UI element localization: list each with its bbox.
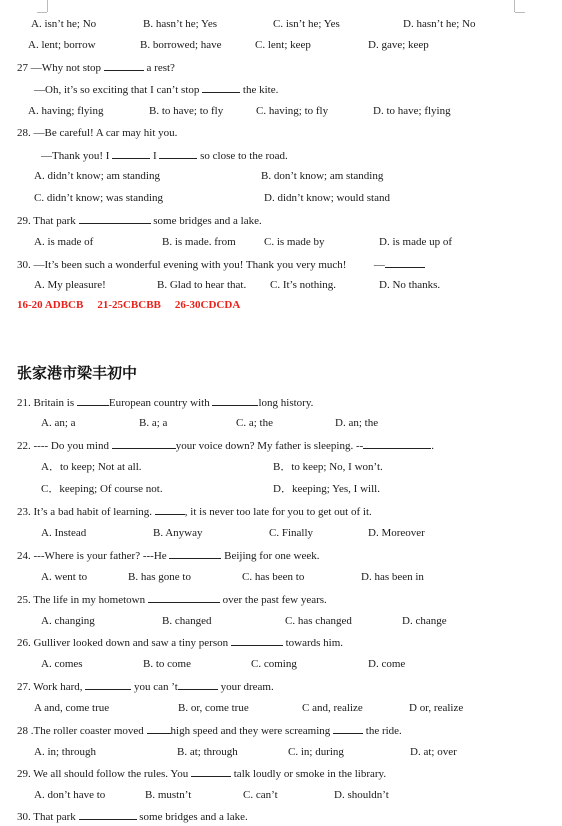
option-d: D. is made up of bbox=[379, 236, 453, 248]
question-text: 21. Britain is bbox=[17, 397, 75, 409]
question-text: I bbox=[152, 150, 157, 162]
option-c: C. Finally bbox=[269, 527, 314, 539]
question-28 bbox=[17, 723, 402, 738]
question-text: your dream. bbox=[220, 681, 274, 693]
option-b: B. changed bbox=[162, 615, 212, 627]
option-a: A. went to bbox=[41, 571, 88, 583]
answer-blank bbox=[77, 395, 109, 406]
option-d: D. an; the bbox=[335, 417, 379, 429]
question-text: 27. Work hard, bbox=[17, 681, 83, 693]
question-text: your voice down? My father is sleeping. bbox=[175, 440, 354, 452]
question-text: 27 —Why not stop bbox=[17, 62, 102, 74]
school-heading: 张家港市梁丰初中 bbox=[17, 364, 138, 382]
question-text: . bbox=[431, 440, 435, 452]
option-b: B. borrowed; have bbox=[140, 39, 222, 51]
answer-key-group: 16-20 ADBCB bbox=[17, 299, 84, 311]
question-text: some bridges and a lake. bbox=[153, 215, 262, 227]
question-text: 30. That park bbox=[17, 811, 76, 823]
option-b: B. at; through bbox=[177, 746, 238, 758]
answer-blank bbox=[147, 723, 171, 734]
answer-blank bbox=[79, 213, 151, 224]
answer-blank bbox=[363, 438, 431, 449]
option-c: C. lent; keep bbox=[255, 39, 311, 51]
option-d: D. to have; flying bbox=[373, 105, 451, 117]
option-b: B. Anyway bbox=[153, 527, 203, 539]
question-text: 30. —It’s been such a wonderful evening with you! Thank you very much! bbox=[17, 259, 347, 271]
option-c: C. can’t bbox=[243, 789, 278, 801]
question-text: — bbox=[373, 259, 385, 271]
option-c: C. It’s nothing. bbox=[270, 279, 337, 291]
answer-blank bbox=[112, 148, 150, 159]
option-c: C and, realize bbox=[302, 702, 363, 714]
option-b: B. mustn’t bbox=[145, 789, 192, 801]
question-30 bbox=[17, 257, 425, 272]
answer-key-group: 26-30CDCDA bbox=[174, 299, 241, 311]
option-c: C. in; during bbox=[288, 746, 344, 758]
option-a: A. in; through bbox=[34, 746, 97, 758]
page-corner-mark-left bbox=[47, 0, 48, 12]
option-b: B. or, come true bbox=[178, 702, 249, 714]
question-text: you can ’t bbox=[134, 681, 178, 693]
answer-key bbox=[17, 299, 254, 311]
answer-blank bbox=[191, 766, 231, 777]
answer-blank bbox=[178, 679, 218, 690]
option-d: D. shouldn’t bbox=[334, 789, 389, 801]
question-text: 29. That park bbox=[17, 215, 76, 227]
option-c: C. is made by bbox=[264, 236, 325, 248]
option-a: A. lent; borrow bbox=[28, 39, 96, 51]
answer-blank bbox=[159, 148, 197, 159]
question-text: Beijing for one week. bbox=[224, 550, 320, 562]
question-28-reply bbox=[41, 148, 288, 163]
question-text: so close to the road. bbox=[200, 150, 288, 162]
option-a: A. having; flying bbox=[28, 105, 104, 117]
question-26 bbox=[17, 635, 343, 650]
option-b: B．to keep; No, I won’t. bbox=[273, 461, 383, 473]
answer-blank bbox=[231, 635, 283, 646]
answer-blank bbox=[85, 679, 131, 690]
question-text: 25. The life in my hometown bbox=[17, 594, 146, 606]
option-c: C. having; to fly bbox=[256, 105, 329, 117]
option-a: A. is made of bbox=[34, 236, 94, 248]
option-c: C. coming bbox=[251, 658, 297, 670]
question-text: 23. It’s a bad habit of learning. bbox=[17, 506, 153, 518]
answer-blank bbox=[155, 504, 185, 515]
option-d: D. has been in bbox=[361, 571, 424, 583]
question-text: 28 .The roller coaster moved bbox=[17, 725, 144, 737]
option-a: A. an; a bbox=[41, 417, 76, 429]
question-text: 22. ---- Do you mind bbox=[17, 440, 109, 452]
option-a: A. don’t have to bbox=[34, 789, 106, 801]
question-29 bbox=[17, 766, 386, 781]
option-a: A. changing bbox=[41, 615, 95, 627]
question-25 bbox=[17, 592, 327, 607]
page-corner-mark-right bbox=[514, 0, 515, 12]
question-24 bbox=[17, 548, 319, 563]
answer-blank bbox=[79, 809, 137, 820]
answer-blank bbox=[212, 395, 258, 406]
option-c: C．keeping; Of course not. bbox=[41, 483, 163, 495]
question-21 bbox=[17, 395, 313, 410]
question-27 bbox=[17, 60, 175, 75]
option-a: A. Instead bbox=[41, 527, 87, 539]
option-b: B. a; a bbox=[139, 417, 168, 429]
option-c: C. didn’t know; was standing bbox=[34, 192, 164, 204]
question-text: —Oh, it’s so exciting that I can’t stop bbox=[34, 84, 200, 96]
option-d: D. change bbox=[402, 615, 447, 627]
option-b: B. to have; to fly bbox=[149, 105, 224, 117]
option-d: D. didn’t know; would stand bbox=[264, 192, 390, 204]
question-text: long history. bbox=[258, 397, 314, 409]
question-text: —Thank you! I bbox=[41, 150, 110, 162]
question-text: 26. Gulliver looked down and saw a tiny person bbox=[17, 637, 229, 649]
question-text: 24. ---Where is your father? ---He bbox=[17, 550, 167, 562]
option-a: A．to keep; Not at all. bbox=[41, 461, 142, 473]
question-27-reply bbox=[34, 82, 278, 97]
option-d: D or, realize bbox=[409, 702, 464, 714]
question-text: the ride. bbox=[365, 725, 402, 737]
option-d: D. Moreover bbox=[368, 527, 425, 539]
answer-blank bbox=[169, 548, 221, 559]
option-d: D. gave; keep bbox=[368, 39, 429, 51]
option-b: B. to come bbox=[143, 658, 191, 670]
question-27 bbox=[17, 679, 274, 694]
option-d: D. hasn’t he; No bbox=[403, 18, 476, 30]
option-a: A. didn’t know; am standing bbox=[34, 170, 160, 182]
option-b: B. has gone to bbox=[128, 571, 191, 583]
question-text: talk loudly or smoke in the library. bbox=[233, 768, 387, 780]
option-c: C. has changed bbox=[285, 615, 352, 627]
question-text: high speed and they were screaming bbox=[170, 725, 331, 737]
question-text: 29. We all should follow the rules. You bbox=[17, 768, 189, 780]
question-30 bbox=[17, 809, 248, 824]
question-22 bbox=[17, 438, 434, 453]
page-corner-mark-right-h bbox=[515, 12, 525, 13]
option-b: B. don’t know; am standing bbox=[261, 170, 384, 182]
option-a: A. isn’t he; No bbox=[31, 18, 97, 30]
option-c: C. isn’t he; Yes bbox=[273, 18, 340, 30]
option-d: D. at; over bbox=[410, 746, 457, 758]
option-c: C. a; the bbox=[236, 417, 273, 429]
question-text: towards him. bbox=[285, 637, 344, 649]
answer-blank bbox=[104, 60, 144, 71]
option-b: B. Glad to hear that. bbox=[157, 279, 247, 291]
answer-blank bbox=[385, 257, 425, 268]
option-b: B. is made. from bbox=[162, 236, 236, 248]
question-text: a rest? bbox=[146, 62, 175, 74]
option-a: A. My pleasure! bbox=[34, 279, 106, 291]
question-29 bbox=[17, 213, 262, 228]
option-c: C. has been to bbox=[242, 571, 305, 583]
option-a: A. comes bbox=[41, 658, 83, 670]
option-d: D. come bbox=[368, 658, 406, 670]
question-text: the kite. bbox=[242, 84, 279, 96]
answer-blank bbox=[202, 82, 240, 93]
option-b: B. hasn’t he; Yes bbox=[143, 18, 218, 30]
question-text: , it is never too late for you to get out of it. bbox=[184, 506, 372, 518]
question-23 bbox=[17, 504, 372, 519]
option-d: D. No thanks. bbox=[379, 279, 441, 291]
answer-blank bbox=[112, 438, 176, 449]
question-text: some bridges and a lake. bbox=[139, 811, 248, 823]
answer-blank bbox=[333, 723, 363, 734]
option-d: D．keeping; Yes, I will. bbox=[273, 483, 380, 495]
question-28: 28. —Be careful! A car may hit you. bbox=[17, 127, 178, 139]
question-text: over the past few years. bbox=[222, 594, 327, 606]
option-a: A and, come true bbox=[34, 702, 110, 714]
answer-key-group: 21-25CBCBB bbox=[97, 299, 161, 311]
page-corner-mark-left-h bbox=[37, 12, 47, 13]
question-text: -- bbox=[355, 440, 364, 452]
question-text: European country with bbox=[108, 397, 210, 409]
answer-blank bbox=[148, 592, 220, 603]
